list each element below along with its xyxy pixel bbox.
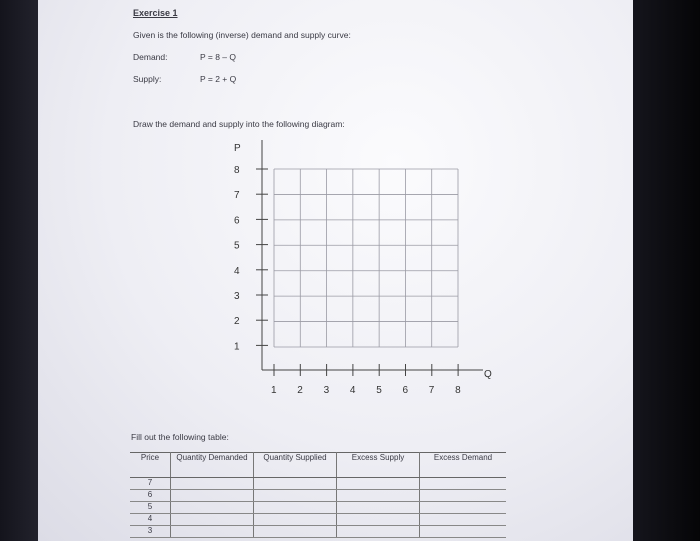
header-price: Price [130,453,171,478]
excess-supply-cell[interactable] [337,514,420,526]
excess-demand-cell[interactable] [420,502,507,514]
y-tick-labels [234,165,268,352]
price-cell: 6 [130,490,171,502]
table-row [130,478,506,490]
price-cell: 4 [130,514,171,526]
y-axis-label: P [234,143,241,154]
x-axis-label: Q [484,369,492,380]
x-tick-labels [271,364,461,396]
excess-demand-cell[interactable] [420,478,507,490]
x-tick-label: 5 [376,385,382,396]
demand-label: Demand: [133,52,168,62]
qs-cell[interactable] [254,514,337,526]
excess-supply-cell[interactable] [337,490,420,502]
qd-cell[interactable] [171,490,254,502]
y-tick-label: 7 [234,190,240,202]
qs-cell[interactable] [254,526,337,538]
y-tick-label: 3 [234,291,240,302]
qd-cell[interactable] [171,502,254,514]
price-cell: 7 [130,478,171,490]
excess-demand-cell[interactable] [420,526,507,538]
qd-cell[interactable] [171,514,254,526]
table-row [130,502,506,514]
qd-cell[interactable] [171,526,254,538]
exercise-title: Exercise 1 [133,8,178,18]
worksheet-page [38,0,633,541]
header-excess-supply: Excess Supply [337,453,420,478]
blank-diagram [38,0,633,420]
excess-demand-cell[interactable] [420,490,507,502]
price-cell: 3 [130,526,171,538]
x-tick-label: 3 [323,385,330,396]
x-tick-label: 7 [428,385,435,396]
qs-cell[interactable] [254,490,337,502]
qs-cell[interactable] [254,502,337,514]
demand-equation: P = 8 – Q [200,52,236,62]
x-tick-label: 4 [349,385,356,396]
price-cell: 5 [130,502,171,514]
supply-label: Supply: [133,74,162,84]
table-instruction: Fill out the following table: [131,432,229,442]
x-tick-label: 2 [297,385,303,396]
y-tick-label: 6 [234,215,240,227]
header-quantity-supplied: Quantity Supplied [254,453,337,478]
x-tick-label: 8 [455,385,461,396]
y-tick-label: 4 [234,265,240,277]
table-row [130,490,506,502]
header-quantity-demanded: Quantity Demanded [171,453,254,478]
excess-supply-cell[interactable] [337,502,420,514]
qd-cell[interactable] [171,478,254,490]
y-tick-label: 2 [234,316,240,328]
intro-text: Given is the following (inverse) demand and supply curve: [133,30,351,40]
y-tick-label: 5 [234,240,240,252]
header-excess-demand: Excess Demand [420,453,507,478]
table-row [130,526,506,538]
excess-supply-cell[interactable] [337,478,420,490]
y-tick-label: 8 [234,165,240,176]
background-left [0,0,38,541]
supply-equation: P = 2 + Q [200,74,237,84]
x-tick-label: 6 [402,385,409,396]
draw-instruction: Draw the demand and supply into the following diagram: [133,119,345,129]
diagram-grid [274,169,458,347]
table-header-row [130,453,506,478]
qs-cell[interactable] [254,478,337,490]
excess-demand-cell[interactable] [420,514,507,526]
answer-table [130,452,506,538]
y-tick-label: 1 [234,341,240,353]
background-right [633,0,700,541]
x-tick-label: 1 [271,385,277,396]
table-row [130,514,506,526]
excess-supply-cell[interactable] [337,526,420,538]
